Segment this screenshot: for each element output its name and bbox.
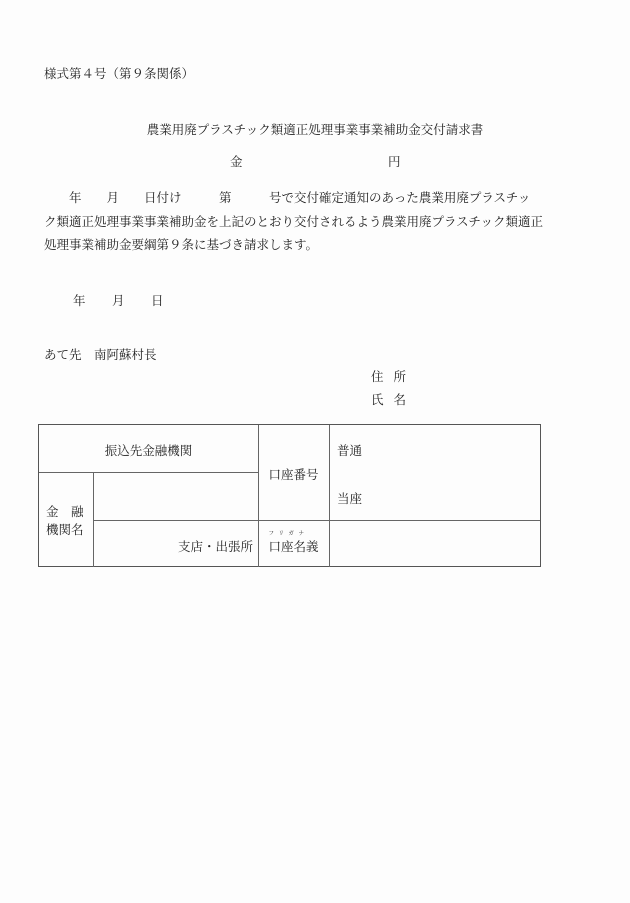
account-number-field[interactable] <box>330 425 540 520</box>
date-year: 年 <box>73 293 86 308</box>
account-type-current[interactable]: 当座 <box>337 491 363 506</box>
address-label: 住所 <box>371 369 417 384</box>
account-holder-label-wrap <box>258 531 329 555</box>
branch-name-field[interactable] <box>95 522 257 566</box>
date-day: 日 <box>151 293 164 308</box>
account-number-label: 口座番号 <box>268 467 319 482</box>
institution-label-line1: 金 融 <box>46 504 84 519</box>
account-holder-label: 口座名義 <box>268 539 319 554</box>
name-label: 氏名 <box>371 392 417 407</box>
bank-transfer-table <box>38 424 541 567</box>
account-type-ordinary[interactable]: 普通 <box>337 443 363 458</box>
paragraph-line-3: 処理事業補助金要綱第９条に基づき請求します。 <box>44 237 319 252</box>
document-title: 農業用廃プラスチック類適正処理事業事業補助金交付請求書 <box>146 122 484 137</box>
bank-header: 振込先金融機関 <box>104 443 193 458</box>
furigana-label: フリガナ <box>268 531 309 537</box>
addressee: あて先 南阿蘇村長 <box>44 347 157 362</box>
paragraph-line-2: ク類適正処理事業事業補助金を上記のとおり交付されるよう農業用廃プラスチック類適正 <box>44 213 544 229</box>
paragraph-line-1: 年 月 日付け 第 号で交付確定通知のあった農業用廃プラスチッ <box>44 190 531 205</box>
amount-suffix: 円 <box>388 154 401 169</box>
amount-prefix: 金 <box>230 154 243 169</box>
date-month: 月 <box>112 293 125 308</box>
institution-name-field[interactable] <box>95 474 257 519</box>
account-holder-field[interactable] <box>330 521 540 567</box>
institution-label-line2: 機関名 <box>46 522 84 537</box>
divider <box>39 472 258 473</box>
branch-label: 支店・出張所 <box>177 539 253 554</box>
form-number: 様式第４号（第９条関係） <box>44 66 195 81</box>
request-paragraph <box>44 186 589 257</box>
